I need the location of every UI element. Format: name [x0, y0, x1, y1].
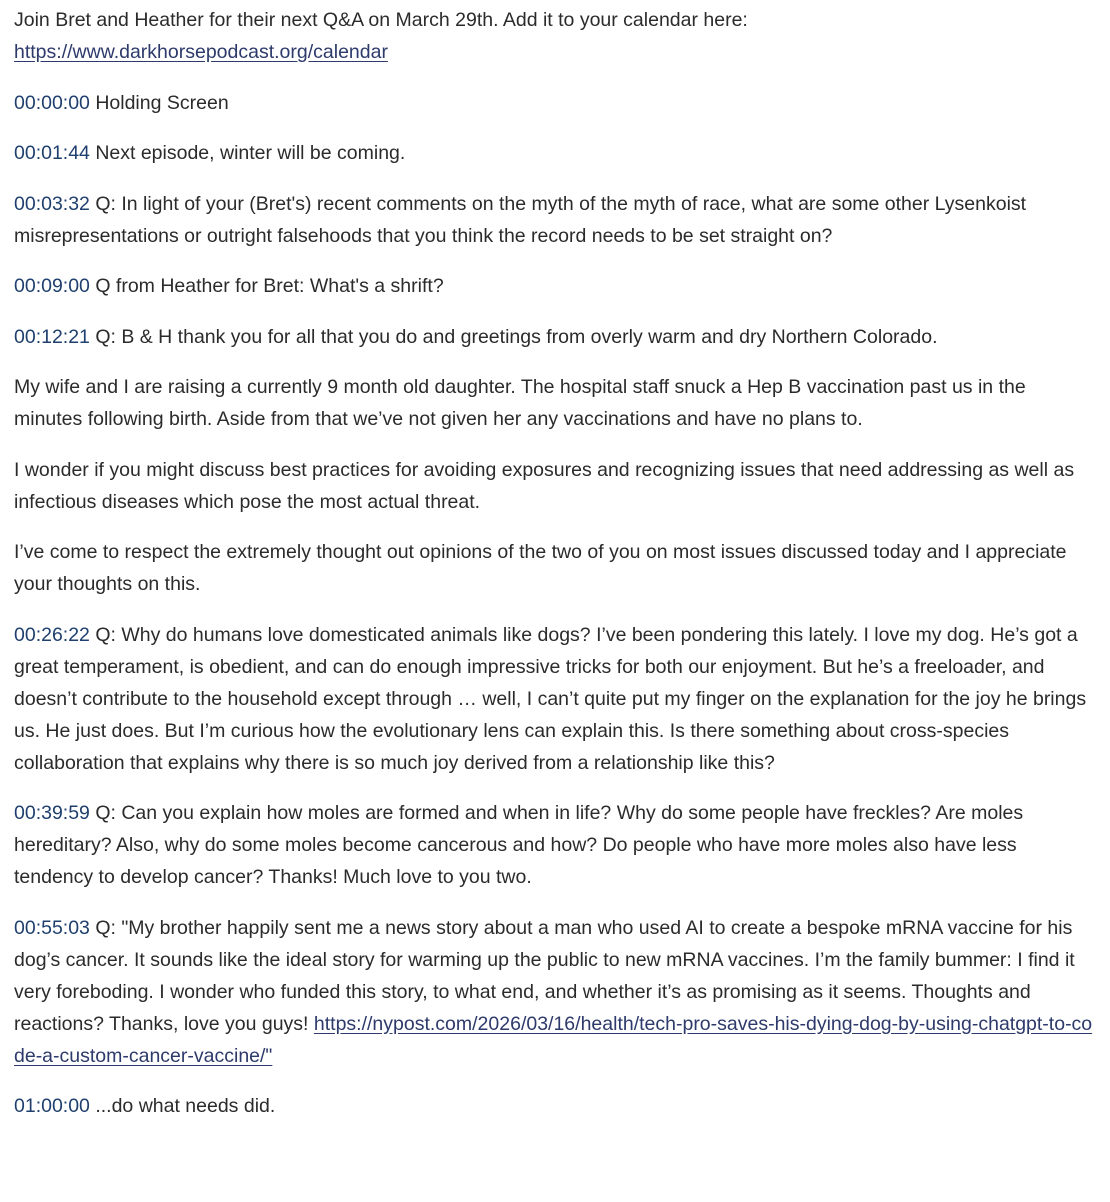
chapter-text: ...do what needs did.	[95, 1095, 276, 1117]
timestamp-link[interactable]: 00:00:00	[14, 91, 90, 114]
chapter-entry	[14, 270, 1096, 302]
chapter-text: Q: Why do humans love domesticated animals like dogs? I’ve been pondering this lately. I love my dog. He’s got a great temperament, is obedient, and can do enough impressive tricks for both our enjoyment. But he’s a freeloader, and doesn’t contribute to the household except through … well, I can’t quite put my finger on the explanation for the joy he brings us. He just does. But I’m curious how the evolutionary lens can explain this. Is there something about cross-species collaboration that explains why there is so much joy derived from a relationship like this?	[14, 623, 1087, 774]
chapter-entry	[14, 1090, 1096, 1122]
timestamp-link[interactable]: 00:39:59	[14, 802, 90, 824]
intro-paragraph	[14, 4, 1096, 68]
timestamp-link[interactable]: 01:00:00	[14, 1095, 90, 1117]
chapter-text: Next episode, winter will be coming.	[95, 142, 406, 164]
timestamp-link[interactable]: 00:55:03	[14, 916, 90, 939]
timestamp-link[interactable]: 00:09:00	[14, 275, 90, 297]
timestamp-link[interactable]: 00:12:21	[14, 325, 90, 348]
news-article-link[interactable]: https://nypost.com/2026/03/16/health/tech-pro-saves-his-dying-dog-by-using-chatgpt-to-code-a-custom-cancer-vaccine/"	[14, 1012, 1093, 1067]
chapter-text: Q: In light of your (Bret's) recent comments on the myth of the myth of race, what are some other Lysenkoist misrepresentations or outright falsehoods that you think the record needs to be set straight on?	[14, 192, 1027, 247]
timestamp-link[interactable]: 00:01:44	[14, 142, 90, 164]
question-paragraph: My wife and I are raising a currently 9 month old daughter. The hospital staff snuck a Hep B vaccination past us in the minutes following birth. Aside from that we’ve not given her any vaccinations and have no plans to.	[14, 376, 1026, 430]
chapter-entry	[14, 912, 1096, 1072]
timestamp-link[interactable]: 00:26:22	[14, 623, 90, 646]
question-paragraph: I’ve come to respect the extremely thought out opinions of the two of you on most issues discussed today and I appreciate your thoughts on this.	[14, 541, 1067, 595]
chapter-text: Q from Heather for Bret: What's a shrift?	[95, 275, 444, 297]
chapter-entry	[14, 797, 1096, 893]
chapter-entry	[14, 619, 1096, 779]
chapter-entry	[14, 188, 1096, 252]
timestamp-link[interactable]: 00:03:32	[14, 192, 90, 215]
chapter-text: Q: "My brother happily sent me a news story about a man who used AI to create a bespoke mRNA vaccine for his dog’s cancer. It sounds like the ideal story for warming up the public to new mRNA vaccines. I’m the family bummer: I find it very foreboding. I wonder who funded this story, to what end, and whether it’s as promising as it seems. Thoughts and reactions? Thanks, love you guys!	[14, 916, 1075, 1035]
intro-text: Join Bret and Heather for their next Q&A on March 29th. Add it to your calendar here:	[14, 9, 748, 31]
chapter-text: Q: Can you explain how moles are formed and when in life? Why do some people have freckles? Are moles hereditary? Also, why do some moles become cancerous and how? Do people who have more moles also have less tendency to develop cancer? Thanks! Much love to you two.	[14, 802, 1024, 888]
calendar-link[interactable]: https://www.darkhorsepodcast.org/calendar	[14, 41, 388, 63]
chapter-entry	[14, 321, 1096, 353]
chapter-entry	[14, 87, 1096, 119]
chapter-text: Holding Screen	[95, 91, 229, 114]
question-paragraph: I wonder if you might discuss best practices for avoiding exposures and recognizing issues that need addressing as well as infectious diseases which pose the most actual threat.	[14, 458, 1075, 513]
chapter-entry	[14, 137, 1096, 169]
chapter-text: Q: B & H thank you for all that you do and greetings from overly warm and dry Northern Colorado.	[95, 325, 938, 348]
